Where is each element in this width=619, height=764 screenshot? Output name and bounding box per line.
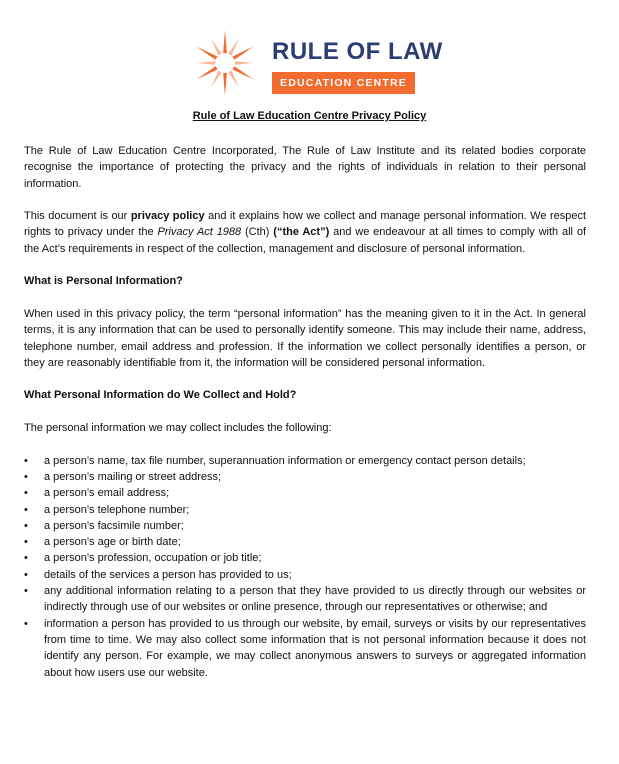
- logo-title: RULE OF LAW: [272, 38, 443, 65]
- list-item-text: a person’s telephone number;: [44, 503, 190, 516]
- logo-center: [216, 54, 234, 72]
- list-item-text: a person’s profession, occupation or job title;: [44, 552, 262, 565]
- bullet-icon: •: [24, 503, 28, 516]
- bold-term-privacy-policy: privacy policy: [130, 210, 205, 223]
- bullet-icon: •: [24, 470, 28, 483]
- logo-ray: [211, 71, 222, 88]
- section-heading-what-is-personal-information: What is Personal Information?: [24, 275, 183, 288]
- bold-term-the-act: (“the Act”): [273, 226, 330, 239]
- list-item: [24, 534, 586, 550]
- logo-ray: [233, 47, 254, 60]
- logo-ray: [233, 66, 254, 79]
- list-item: [24, 453, 586, 469]
- logo-ray: [228, 39, 239, 56]
- list-item-text: any additional information relating to a person that they have provided to us directly through our websites or indirectly through use of our websites or online presence, through our representatives or otherwise; and: [44, 585, 586, 614]
- logo-ray: [235, 61, 253, 65]
- list-item: [24, 616, 586, 681]
- logo-ray: [228, 71, 239, 88]
- bullet-icon: •: [24, 568, 28, 581]
- document-body: [24, 143, 586, 681]
- document-title: Rule of Law Education Centre Privacy Policy: [192, 110, 427, 122]
- list-item: [24, 550, 586, 566]
- text-run: (Cth): [241, 226, 274, 239]
- list-item-text: details of the services a person has provided to us;: [44, 568, 292, 581]
- logo-ray: [196, 47, 217, 60]
- collection-intro-paragraph: The personal information we may collect includes the following:: [24, 422, 332, 435]
- starburst-logo-icon: [186, 28, 264, 98]
- bullet-icon: •: [24, 617, 28, 630]
- bullet-icon: •: [24, 487, 28, 500]
- list-item: [24, 469, 586, 485]
- text-run: This document is our: [24, 210, 131, 223]
- bullet-icon: •: [24, 519, 28, 532]
- logo-ray: [223, 73, 227, 96]
- logo-ray: [197, 61, 215, 65]
- list-item-text: a person’s email address;: [44, 487, 170, 500]
- logo-subtitle-banner: EDUCATION CENTRE: [272, 72, 415, 94]
- rule-of-law-logo: [186, 28, 443, 98]
- section-heading-what-we-collect: What Personal Information do We Collect and Hold?: [24, 389, 297, 402]
- privacy-policy-paragraph: [24, 208, 586, 257]
- list-item: [24, 583, 586, 616]
- list-item-text: a person’s mailing or street address;: [44, 470, 222, 483]
- list-item: [24, 518, 586, 534]
- list-item-text: a person’s age or birth date;: [44, 536, 181, 549]
- list-item: [24, 502, 586, 518]
- list-item-text: a person’s facsimile number;: [44, 519, 184, 532]
- list-item: [24, 485, 586, 501]
- list-item-text: information a person has provided to us through our website, by email, surveys or visits by our representatives from time to time. We may also collect some information that is not personal information because it does not identify any person. For example, we may collect anonymous answers to surveys or aggregated information about how users use our website.: [44, 617, 586, 679]
- bullet-icon: •: [24, 585, 28, 598]
- personal-information-definition-paragraph: When used in this privacy policy, the term “personal information” has the meaning given to it in the Act. In general terms, it is any information that can be used to personally identify someone. This may include their name, address, telephone number, email address and profession. If the information we collect personally identifies a person, or they are reasonably identifiable from it, the information will be considered personal information.: [24, 307, 586, 369]
- logo-ray: [196, 66, 217, 79]
- collected-information-list: [24, 453, 586, 681]
- bullet-icon: •: [24, 552, 28, 565]
- list-item: [24, 567, 586, 583]
- italic-act-name: Privacy Act 1988: [157, 226, 242, 239]
- bullet-icon: •: [24, 454, 28, 467]
- logo-ray: [211, 39, 222, 56]
- text-run: and we endeavour at all times to comply with all of the Act’s requirements in respect of the collection, management and disclosure of personal information.: [24, 226, 586, 255]
- intro-paragraph: The Rule of Law Education Centre Incorporated, The Rule of Law Institute and its related bodies corporate recognise the importance of protecting the privacy and the rights of individuals in relation to their personal information.: [24, 145, 586, 190]
- list-item-text: a person’s name, tax file number, superannuation information or emergency contact person details;: [44, 454, 526, 467]
- logo-ray: [223, 30, 227, 53]
- text-run: and it explains how we collect and manage personal information. We respect rights to privacy under the: [24, 210, 587, 239]
- bullet-icon: •: [24, 536, 28, 549]
